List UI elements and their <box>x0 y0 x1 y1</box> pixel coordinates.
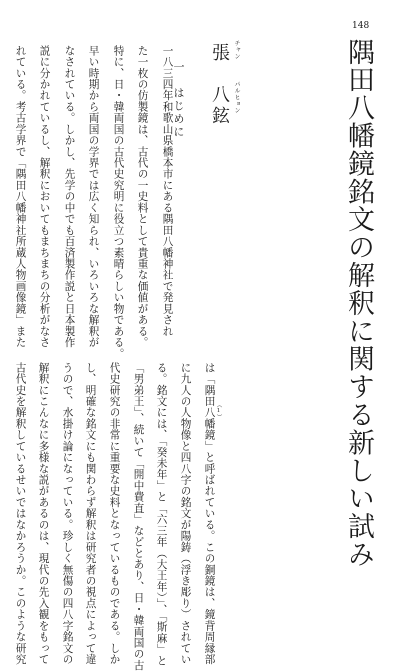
paragraph-line: 特に、日・韓両国の古代史究明に役立つ素晴らしい物である。 <box>112 45 125 360</box>
paragraph-line: る。銘文には、「癸未年」と「六三年（大王年）」、「斯麻」と <box>155 362 168 667</box>
paragraph-line: うので、水掛け論になっている。珍しく無傷の四八字銘文の <box>61 362 74 665</box>
author-name: 張 八鉉 <box>209 43 230 127</box>
paragraph-line: た一枚の仿製鏡は、古代の一史料として貴重な価値がある。 <box>136 45 149 348</box>
paper-title: 隅田八幡鏡銘文の解釈に関する新しい試み <box>343 38 374 569</box>
paragraph-line: れている。考古学界で「隅田八幡神社所蔵人物画像鏡」また <box>14 45 27 348</box>
paragraph-line: 解釈にこんなに多様な説があるのは、現代の先入観をもって <box>37 362 50 665</box>
paragraph-line: 一八三四年和歌山県橋本市にある隅田八幡神社で発見され <box>161 45 174 337</box>
paragraph-line: なされている。しかし、先学の中でも百済製作説と日本製作 <box>63 45 76 348</box>
section-heading: 一 はじめに <box>172 61 185 139</box>
footnote-mark: （1） <box>215 402 222 420</box>
paragraph-line: 代史研究の非常に重要な史料となっているものである。しか <box>108 362 121 665</box>
paragraph-line: 説に分かれているし、解釈においてもまちまちの分析がなさ <box>38 45 51 348</box>
page-number: 148 <box>352 21 370 31</box>
paragraph-line: 早い時期から両国の学界では広く知られ、いろいろな解釈が <box>87 45 100 348</box>
body-text-upper <box>14 45 174 360</box>
paragraph-line: 古代史を解釈しているせいではなかろうか。このような研究 <box>14 362 27 665</box>
paragraph-line: 「男弟王」、続いて「開中費直」などとあり、日・韓両国の古 <box>132 362 145 671</box>
paragraph-line: に九人の人物像と四八字の銘文が陽鋳（浮き彫り）されてい <box>179 362 192 665</box>
author-given-name-ruby: パルヒョン <box>233 81 240 114</box>
paragraph-line: し、明確な銘文にも関わらず解釈は研究者の視点によって違 <box>84 362 97 665</box>
paragraph-line: は「隅田八幡鏡」と呼ばれている。この銅鏡は、鏡背周縁部 <box>203 362 216 665</box>
body-text-lower <box>14 362 222 671</box>
author-family-name-ruby: チャン <box>233 40 240 60</box>
